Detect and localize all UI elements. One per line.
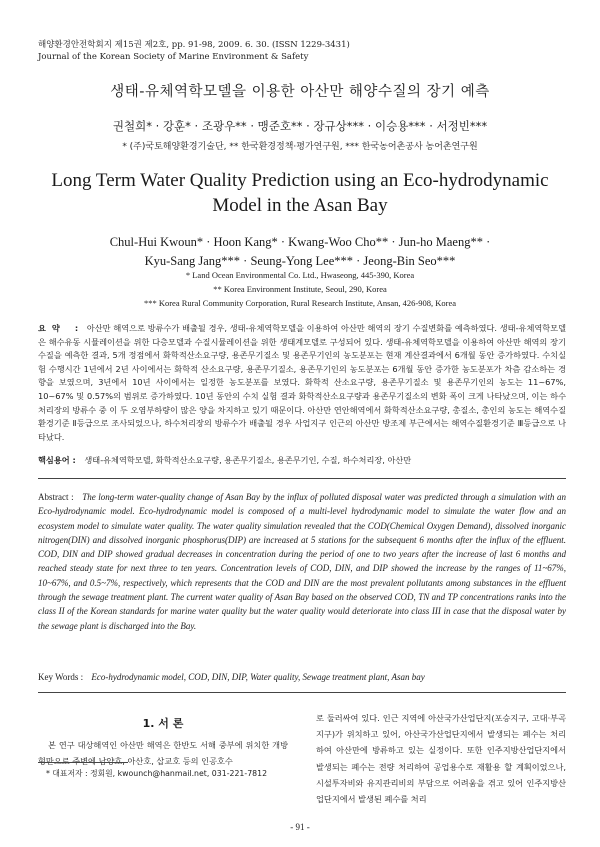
- english-abstract: [38, 490, 566, 633]
- english-affiliation-1: * Land Ocean Environmental Co. Ltd., Hwaseong, 445-390, Korea: [185, 270, 415, 280]
- english-keywords-text: Eco-hydrodynamic model, COD, DIN, DIP, Water quality, Sewage treatment plant, Asan bay: [91, 672, 425, 682]
- english-abstract-label: Abstract :: [38, 492, 74, 502]
- english-affiliation-3: *** Korea Rural Community Corporation, Rural Research Institute, Ansan, 426-908, Korea: [143, 298, 457, 308]
- korean-keywords-label: 핵심용어 :: [38, 455, 76, 465]
- korean-abstract-text: 아산만 해역으로 방류수가 배출될 경우, 생태-유체역학모델을 이용하여 아산만 해역의 장기 수질변화를 예측하였다. 생태-유체역학모델은 해수유동 시뮬레이션을 위한 다층모델과 수질시뮬레이션을 위한 생태계모델로 구성되어 있다. 생태-유체역학모델을 이용하여 아산만 해역의 장기 수질을 예측한 결과, 5개 정점에서 화학적산소요구량, 용존무기질소 및 용존무기인의 농도분포는 현재 계산결과에서 6개월 동안 증가하였다. 수치실험 수행시간 1년에서 2년 사이에서는 화학적 산소요구량, 용존무기질소, 용존무기인의 농도분포는 6개월 동안 증가한 농도분포가 차츰 감소하는 경향을 보였으며, 3년에서 10년 사이에서는 일정한 농도분포를 보였다. 화학적 산소요구량, 용존무기질소 및 용존무기인의 농도는 11~67%, 10~67% 및 0.57%의 범위로 증가하였다. 10년 동안의 수치 실험 결과 화학적산소요구량과 용존무기질소의 변화 폭이 크게 나타났으며, 이는 하수처리장의 방류수 중 이 두 오염부하량이 많은 양을 차지하고 있기 때문이다. 아산만 연안해역에서 화학적산소요구량, 총질소, 총인의 농도는 해역수질환경기준 Ⅱ등급으로 조사되었으나, 하수처리장의 방류수가 배출될 경우 사업지구 인근의 아산만 방조제 부근에서는 해역수질환경기준 Ⅲ등급으로 나타났다.: [38, 323, 566, 442]
- korean-keywords-text: 생태-유체역학모델, 화학적산소요구량, 용존무기질소, 용존무기인, 수질, 하수처리장, 아산만: [84, 455, 412, 465]
- footnote-corresponding-author: * 대표저자 : 정회원, kwounch@hanmail.net, 031-221-7812: [46, 769, 268, 778]
- english-title-line-1: Long Term Water Quality Prediction using an Eco-hydrodynamic: [51, 170, 549, 191]
- english-keywords-label: Key Words :: [38, 672, 84, 682]
- english-title-line-2: Model in the Asan Bay: [212, 195, 388, 216]
- english-abstract-text: The long-term water-quality change of Asan Bay by the influx of polluted disposal water was predicted through a simulation with an Eco-hydrodynamic model. Eco-hydrodynamic model is composed of a multi-level hydrodynamic model to simulate the water flow and an ecosystem model to simulate water quality. The water quality simulation revealed that the COD(Chemical Oxygen Demand), dissolved inorganic nitrogen(DIN) and dissolved inorganic phosphorus(DIP) are increased at 5 stations for the subsequent 6 months after the influx of the effluent. COD, DIN and DIP showed gradual decreases in concentration during the period of one to two years after the increase of last 6 months and reached steady state for next three to ten years. Concentration levels of COD, DIN, and DIP showed the increase by the ranges of 11~67%, 10~67%, and 0.5~7%, respectively, which represents that the COD and DIN are the most prevalent pollutants among substances in the effluent through the sewage treatment plant. The current water quality of Asan Bay based on the observed COD, TN and TP concentrations ranks into the class II of the Korean standards for marine water quality but the water quality would deteriorate into class III in case that the disposal water by the sewage plant is discharged into the Bay.: [38, 492, 566, 631]
- english-keywords: [38, 672, 566, 682]
- korean-title: 생태-유체역학모델을 이용한 아산만 해양수질의 장기 예측: [110, 84, 490, 100]
- english-authors-line-2: Kyu-Sang Jang*** · Seung-Yong Lee*** · Jeong-Bin Seo***: [144, 254, 456, 268]
- divider-bottom: [38, 692, 566, 693]
- korean-keywords: [38, 455, 566, 466]
- page-number: - 91 -: [290, 822, 310, 832]
- korean-abstract-label: 요약 :: [38, 323, 85, 333]
- body-left-column: 본 연구 대상해역인 아산만 해역은 한반도 서해 중부에 위치한 개방형만으로 주변에 남양호, 아산호, 삽교호 등의 인공호수: [38, 740, 288, 767]
- divider-top: [38, 478, 566, 479]
- journal-name: Journal of the Korean Society of Marine Environment & Safety: [38, 52, 309, 62]
- korean-affiliations: * (주)국토해양환경기술단, ** 한국환경정책·평가연구원, *** 한국농어촌공사 농어촌연구원: [122, 142, 478, 152]
- footnote-rule: [38, 762, 128, 763]
- english-authors-line-1: Chul-Hui Kwoun* · Hoon Kang* · Kwang-Woo Cho** · Jun-ho Maeng** ·: [109, 235, 491, 249]
- korean-authors: 권철희* · 강훈* · 조광우** · 맹준호** · 장규상*** · 이승용*** · 서정빈***: [112, 119, 488, 133]
- section-title-introduction: 1. 서 론: [142, 717, 184, 730]
- journal-citation: 해양환경안전학회지 제15권 제2호, pp. 91-98, 2009. 6. 30. (ISSN 1229-3431): [38, 40, 350, 50]
- body-right-column: 로 둘러싸여 있다. 인근 지역에 아산국가산업단지(포승지구, 고대·부곡지구)가 위치하고 있어, 아산국가산업단지에서 발생되는 폐수는 처리하여 아산만에 방류하고 있는 실정이다. 또한 인주지방산업단지에서 발생되는 폐수는 전량 처리하여 공업용수로 재활용 할 계획이었으나, 시설투자비와 유지관리비의 부담으로 어려움을 겪고 있어 인주지방산업단지에서 발생된 폐수를 처리: [316, 713, 566, 805]
- english-affiliation-2: ** Korea Environment Institute, Seoul, 290, Korea: [213, 284, 387, 294]
- korean-abstract: [38, 322, 566, 444]
